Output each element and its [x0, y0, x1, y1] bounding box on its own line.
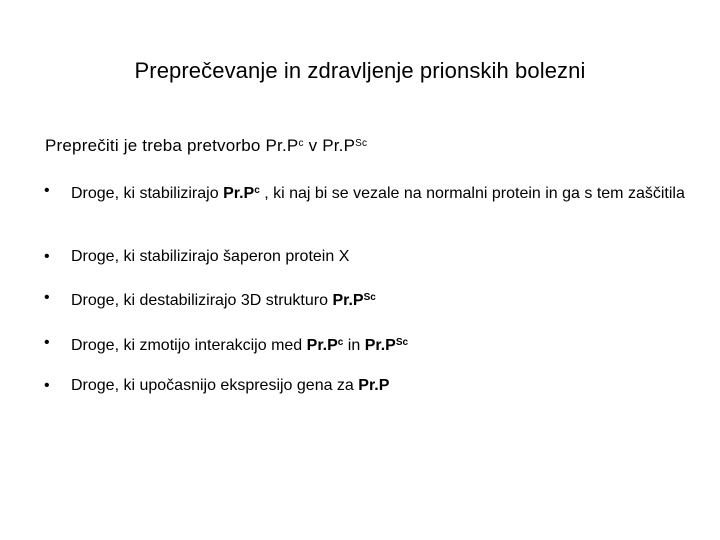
bullet-text-pre: Droge, ki upočasnijo ekspresijo gena za: [71, 377, 359, 394]
bullet-text-pre: Droge, ki stabilizirajo: [71, 185, 224, 202]
slide-title: Preprečevanje in zdravljenje prionskih bolezni: [134, 58, 586, 83]
subtitle-term-prpc-sup: c: [298, 138, 304, 149]
bullet-text: [71, 332, 691, 356]
bullet-term-sup: c: [337, 337, 344, 348]
bullet-term: Pr.P: [332, 292, 364, 309]
bullet-text-pre: Droge, ki destabilizirajo 3D strukturo: [71, 292, 333, 309]
bullet-text-pre: Droge, ki zmotijo interakcijo med: [71, 337, 307, 354]
bullet-marker: •: [44, 334, 50, 351]
bullet-marker: •: [44, 182, 50, 199]
bullet-term: Pr.P: [223, 185, 255, 202]
bullet-marker: •: [44, 248, 50, 265]
subtitle-prefix: Preprečiti je treba pretvorbo: [45, 136, 266, 155]
bullet-term-2: Pr.P: [364, 337, 396, 354]
bullet-text: [71, 375, 691, 396]
bullet-term: Pr.P: [358, 377, 390, 394]
subtitle-mid: v: [303, 136, 323, 155]
bullet-text: [71, 287, 691, 311]
bullet-text-mid: in: [343, 337, 365, 354]
bullet-text-pre: Droge, ki stabilizirajo šaperon protein X: [71, 248, 350, 265]
bullet-text: [71, 180, 691, 204]
bullet-term-sup: Sc: [363, 292, 376, 303]
bullet-term: Pr.P: [306, 337, 338, 354]
subtitle-term-prpc: Pr.P: [265, 136, 299, 155]
slide-subtitle: [45, 136, 367, 156]
bullet-text: [71, 246, 691, 267]
bullet-text-post: , ki naj bi se vezale na normalni protein in ga s tem zaščitila: [259, 185, 685, 202]
subtitle-term-prpsc-sup: Sc: [355, 138, 368, 149]
bullet-marker: •: [44, 289, 50, 306]
bullet-marker: •: [44, 377, 50, 394]
bullet-term-sup: c: [254, 185, 260, 196]
subtitle-term-prpsc: Pr.P: [322, 136, 356, 155]
bullet-term-2-sup: Sc: [395, 337, 409, 348]
